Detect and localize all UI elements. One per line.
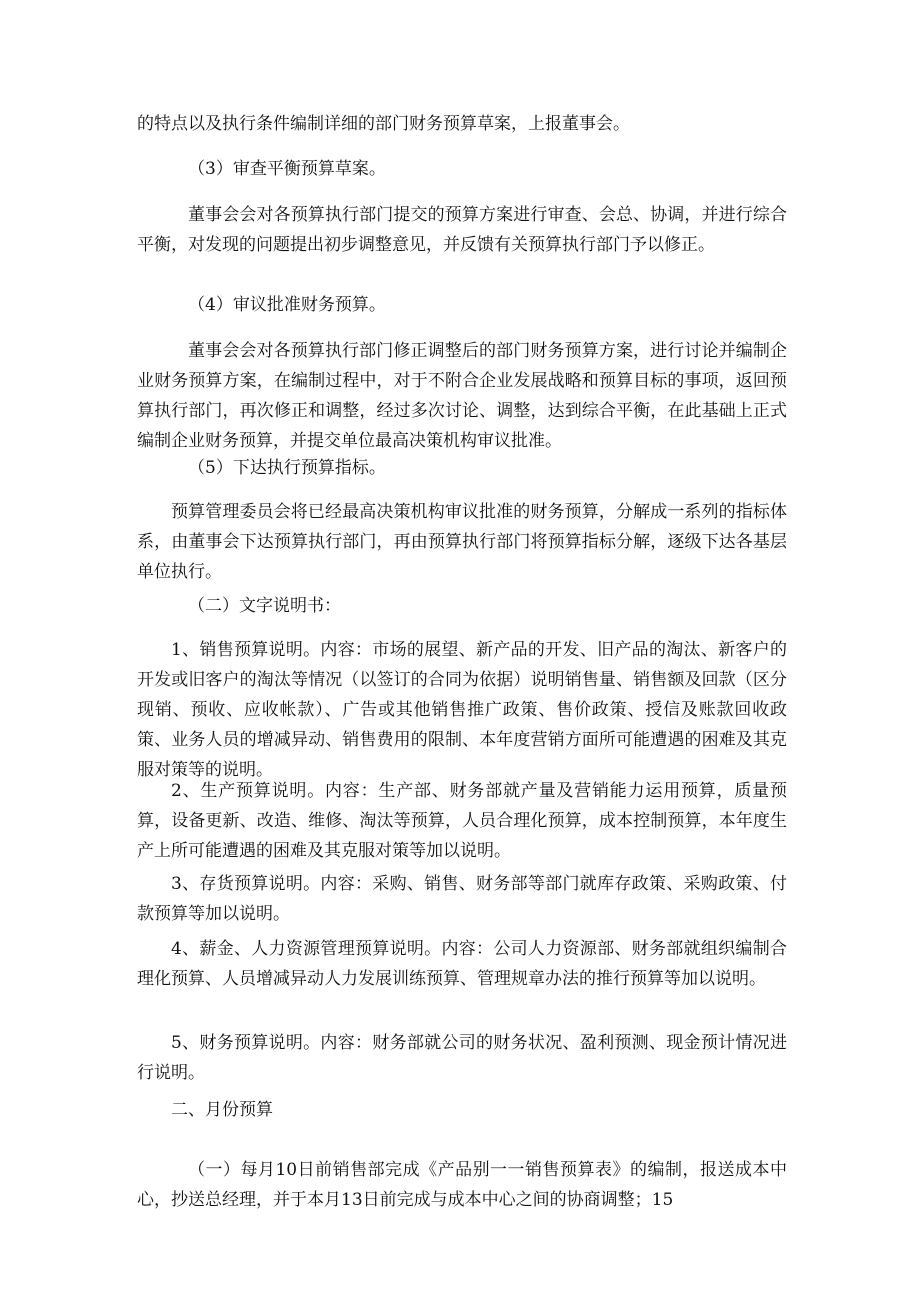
paragraph-finance-budget: 5、财务预算说明。内容：财务部就公司的财务状况、盈利预测、现金预计情况进行说明。 <box>137 1033 787 1083</box>
paragraph-step-3: 董事会会对各预算执行部门提交的预算方案进行审查、会总、协调，并进行综合平衡，对发现的问题提出初步调整意见，并反馈有关预算执行部门予以修正。 <box>137 205 787 255</box>
heading-monthly-budget: 二、月份预算 <box>171 1100 273 1120</box>
paragraph-step-5: 预算管理委员会将已经最高决策机构审议批准的财务预算，分解成一系列的指标体系，由董事会下达预算执行部门，再由预算执行部门将预算指标分解，逐级下达各基层单位执行。 <box>137 502 787 582</box>
paragraph-sales-budget: 1、销售预算说明。内容：市场的展望、新产品的开发、旧产品的淘汰、新客户的开发或旧客户的淘汰等情况（以签订的合同为依据）说明销售量、销售额及回款（区分现销、预收、应收帐款）、广告或其他销售推广政策、售价政策、授信及账款回收政策、业务人员的增减异动、销售费用的限制、本年度营销方面所可能遭遇的困难及其克服对策等的说明。 <box>137 640 787 780</box>
heading-step-3: （3）审查平衡预算草案。 <box>188 159 386 179</box>
heading-text-description: （二）文字说明书： <box>188 596 341 616</box>
paragraph-continuation: 的特点以及执行条件编制详细的部门财务预算草案，上报董事会。 <box>137 114 630 134</box>
paragraph-salary-hr-budget: 4、薪金、人力资源管理预算说明。内容：公司人力资源部、财务部就组织编制合理化预算、人员增减异动人力发展训练预算、管理规章办法的推行预算等加以说明。 <box>137 939 787 989</box>
heading-step-5: （5）下达执行预算指标。 <box>188 458 386 478</box>
paragraph-monthly-sales: （一）每月10日前销售部完成《产品别一一销售预算表》的编制，报送成本中心，抄送总经理，并于本月13日前完成与成本中心之间的协商调整；15 <box>137 1160 787 1210</box>
heading-step-4: （4）审议批准财务预算。 <box>188 295 386 315</box>
paragraph-production-budget: 2、生产预算说明。内容：生产部、财务部就产量及营销能力运用预算，质量预算，设备更新、改造、维修、淘汰等预算，人员合理化预算，成本控制预算，本年度生产上所可能遭遇的困难及其克服对策等加以说明。 <box>137 781 787 861</box>
paragraph-inventory-budget: 3、存货预算说明。内容：采购、销售、财务部等部门就库存政策、采购政策、付款预算等加以说明。 <box>137 874 787 924</box>
paragraph-step-4: 董事会会对各预算执行部门修正调整后的部门财务预算方案，进行讨论并编制企业财务预算方案，在编制过程中，对于不附合企业发展战略和预算目标的事项，返回预算执行部门，再次修正和调整，经过多次讨论、调整，达到综合平衡，在此基础上正式编制企业财务预算，并提交单位最高决策机构审议批准。 <box>137 341 787 451</box>
